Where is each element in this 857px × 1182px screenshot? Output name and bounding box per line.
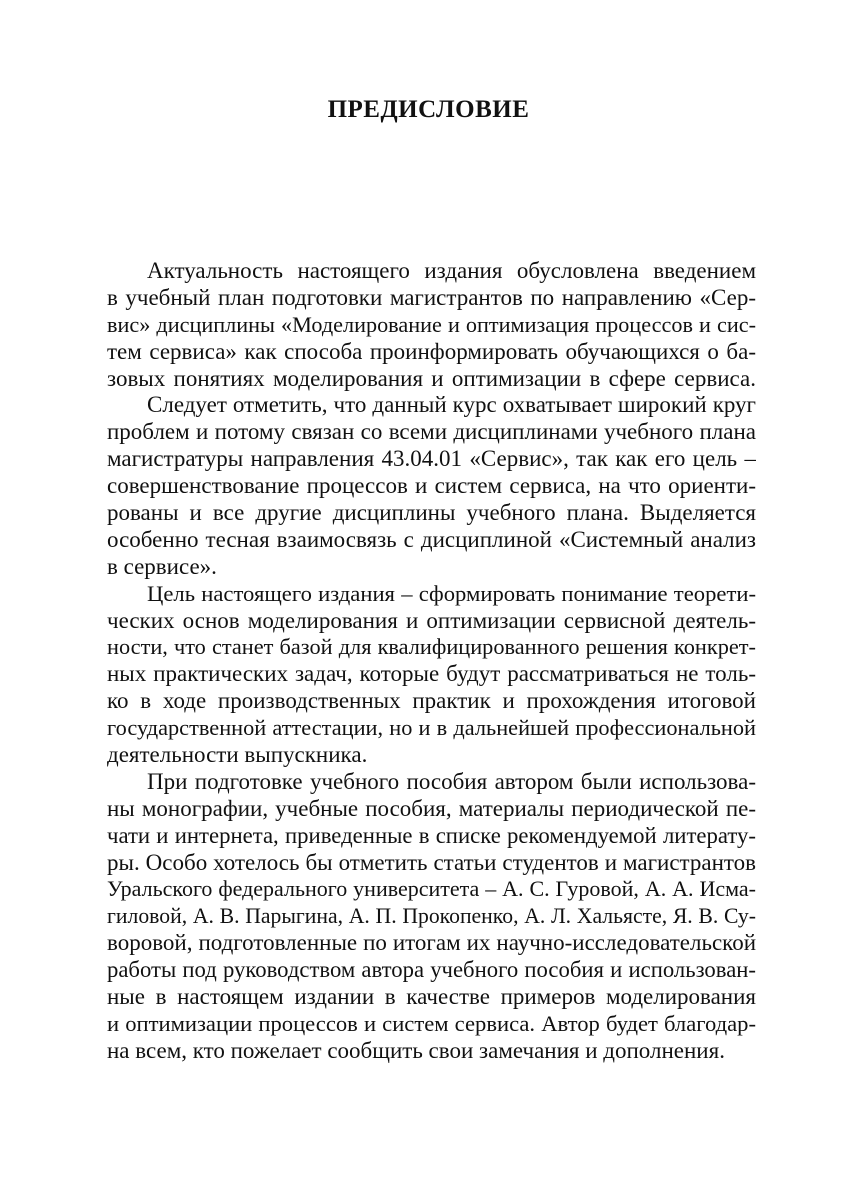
- text-line: ны монографии, учебные пособия, материалы периодической пе-: [107, 795, 756, 821]
- text-line: Уральского федерального университета – А. С. Гуровой, А. А. Исма-: [107, 876, 756, 902]
- paragraph-4: [107, 769, 756, 1065]
- text-line: государственной аттестации, но и в дальнейшей профессиональной: [107, 715, 756, 741]
- page-title: ПРЕДИСЛОВИЕ: [327, 96, 530, 123]
- text-line: ры. Особо хотелось бы отметить статьи студентов и магистрантов: [107, 849, 756, 875]
- text-line: в сервисе».: [107, 553, 217, 579]
- text-line: ные в настоящем издании в качестве примеров моделирования: [107, 984, 756, 1010]
- text-line: воровой, подготовленные по итогам их научно-исследовательской: [107, 930, 756, 956]
- text-line: Следует отметить, что данный курс охватывает широкий круг: [147, 392, 756, 418]
- text-line: в учебный план подготовки магистрантов по направлению «Сер-: [107, 284, 756, 310]
- text-line: совершенствование процессов и систем сервиса, на что ориенти-: [107, 473, 756, 499]
- text-line: и оптимизации процессов и систем сервиса. Автор будет благодар-: [107, 1010, 756, 1036]
- text-line: Цель настоящего издания – сформировать понимание теорети-: [147, 580, 756, 606]
- paragraph-3: [107, 581, 756, 769]
- preface-body: [107, 258, 756, 1065]
- text-line: вис» дисциплины «Моделирование и оптимизация процессов и сис-: [107, 311, 756, 337]
- text-line: ко в ходе производственных практик и прохождения итоговой: [107, 688, 756, 714]
- text-line: магистратуры направления 43.04.01 «Сервис», так как его цель –: [107, 446, 756, 472]
- text-line: проблем и потому связан со всеми дисциплинами учебного плана: [107, 419, 756, 445]
- text-line: Актуальность настоящего издания обусловлена введением: [147, 258, 756, 283]
- text-line: рованы и все другие дисциплины учебного плана. Выделяется: [107, 500, 756, 526]
- text-line: ности, что станет базой для квалифицированного решения конкрет-: [107, 634, 756, 660]
- text-line: на всем, кто пожелает сообщить свои замечания и дополнения.: [107, 1037, 725, 1063]
- paragraph-2: [107, 392, 756, 580]
- text-line: При подготовке учебного пособия автором были использова-: [147, 768, 756, 794]
- paragraph-1: [107, 258, 756, 392]
- text-line: работы под руководством автора учебного пособия и использован-: [107, 957, 756, 983]
- text-line: гиловой, А. В. Парыгина, А. П. Прокопенко, А. Л. Хальясте, Я. В. Су-: [107, 904, 756, 929]
- text-line: тем сервиса» как способа проинформировать обучающихся о ба-: [107, 338, 756, 364]
- text-line: деятельности выпускника.: [107, 742, 368, 768]
- text-line: особенно тесная взаимосвязь с дисциплиной «Системный анализ: [107, 526, 756, 552]
- text-line: ческих основ моделирования и оптимизации сервисной деятель-: [107, 607, 756, 633]
- text-line: зовых понятиях моделирования и оптимизации в сфере сервиса.: [107, 365, 756, 391]
- text-line: ных практических задач, которые будут рассматриваться не толь-: [107, 661, 756, 687]
- text-line: чати и интернета, приведенные в списке рекомендуемой литерату-: [107, 822, 756, 848]
